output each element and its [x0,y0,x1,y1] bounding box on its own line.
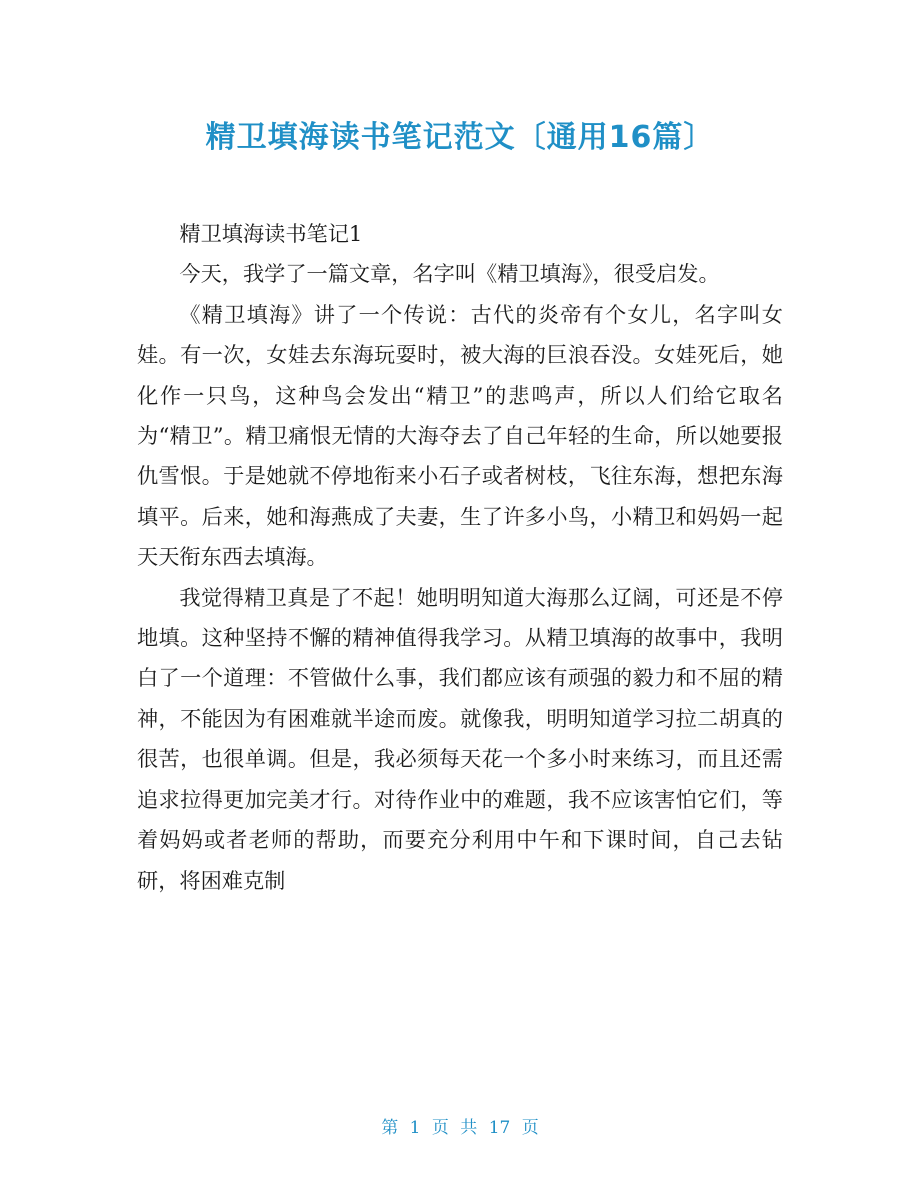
paragraph: 今天，我学了一篇文章，名字叫《精卫填海》，很受启发。 [179,261,720,287]
section-heading: 精卫填海读书笔记1 [179,221,363,246]
document-body [137,214,783,901]
paragraph: 《精卫填海》讲了一个传说：古代的炎帝有个女儿，名字叫女娃。有一次，女娃去东海玩耍时，被大海的巨浪吞没。女娃死后，她化作一只鸟，这种鸟会发出“精卫”的悲鸣声，所以人们给它取名为“精卫”。精卫痛恨无情的大海夺去了自己年轻的生命，所以她要报仇雪恨。于是她就不停地衔来小石子或者树枝，飞往东海，想把东海填平。后来，她和海燕成了夫妻，生了许多小鸟，小精卫和妈妈一起天天衔东西去填海。 [137,301,783,570]
page-number-footer: 第 1 页 共 17 页 [381,1118,539,1138]
paragraph: 我觉得精卫真是了不起！她明明知道大海那么辽阔，可还是不停地填。这种坚持不懈的精神值得我学习。从精卫填海的故事中，我明白了一个道理：不管做什么事，我们都应该有顽强的毅力和不屈的精神，不能因为有困难就半途而废。就像我，明明知道学习拉二胡真的很苦，也很单调。但是，我必须每天花一个多小时来练习，而且还需追求拉得更加完美才行。对待作业中的难题，我不应该害怕它们，等着妈妈或者老师的帮助，而要充分利用中午和下课时间，自己去钻研，将困难克制 [137,584,783,893]
document-title: 精卫填海读书笔记范文〔通用16篇〕 [205,120,715,155]
